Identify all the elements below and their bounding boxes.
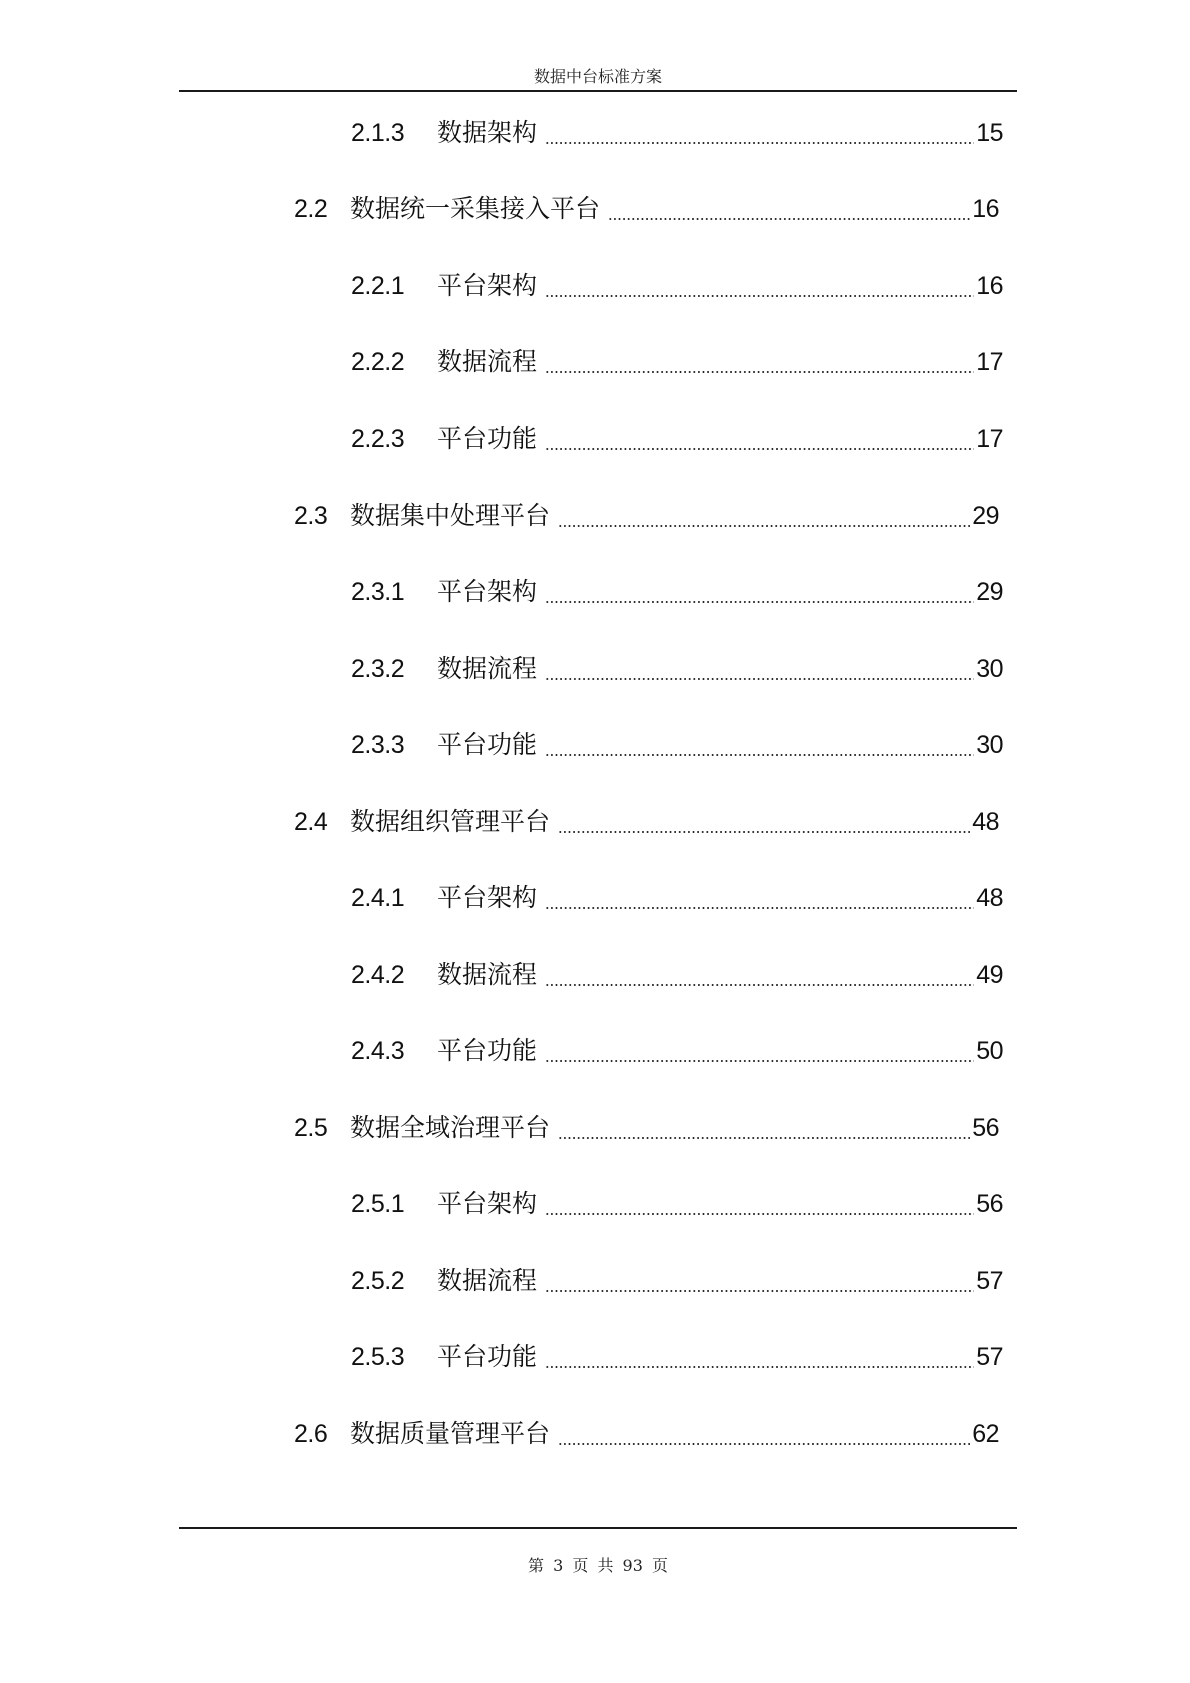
toc-entry-2-4-1[interactable]: [351, 878, 1003, 918]
toc-entry-title: 平台架构: [437, 577, 538, 606]
toc-entry-page: 17: [976, 425, 1003, 453]
toc-entry-number: 2.4.2: [351, 961, 405, 989]
toc-entry-page: 15: [976, 119, 1003, 147]
toc-leader-dots: [558, 802, 970, 842]
toc-entry-number: 2.3.3: [351, 731, 405, 759]
toc-leader-dots: [545, 1184, 974, 1224]
toc-entry-number: 2.5: [294, 1114, 328, 1142]
toc-entry-page: 56: [972, 1114, 999, 1142]
toc-entry-title: 平台功能: [437, 1036, 538, 1065]
toc-entry-2-1-3[interactable]: [351, 113, 1003, 153]
toc-leader-dots: [545, 1031, 974, 1071]
toc-entry-title: 数据架构: [437, 118, 538, 147]
toc-entry-2-2[interactable]: [294, 189, 999, 229]
toc-entry-2-4[interactable]: [294, 802, 999, 842]
toc-leader-dots: [608, 189, 970, 229]
toc-entry-title: 数据全域治理平台: [350, 1113, 551, 1142]
toc-entry-number: 2.5.2: [351, 1267, 405, 1295]
toc-entry-title: 平台架构: [437, 1189, 538, 1218]
toc-entry-number: 2.3.1: [351, 578, 405, 606]
toc-entry-2-3-3[interactable]: [351, 725, 1003, 765]
toc-entry-title: 数据质量管理平台: [350, 1419, 551, 1448]
toc-entry-2-5-1[interactable]: [351, 1184, 1003, 1224]
toc-entry-number: 2.5.1: [351, 1190, 405, 1218]
toc-entry-title: 数据流程: [437, 654, 538, 683]
toc-entry-page: 57: [976, 1343, 1003, 1371]
toc-entry-2-2-3[interactable]: [351, 419, 1003, 459]
toc-entry-page: 56: [976, 1190, 1003, 1218]
toc-entry-title: 数据流程: [437, 1266, 538, 1295]
toc-entry-title: 数据流程: [437, 960, 538, 989]
toc-entry-page: 29: [976, 578, 1003, 606]
toc-leader-dots: [558, 1108, 970, 1148]
toc-entry-2-3[interactable]: [294, 496, 999, 536]
toc-leader-dots: [545, 1261, 974, 1301]
page-footer: 第 3 页 共 93 页: [528, 1556, 668, 1575]
toc-entry-number: 2.5.3: [351, 1343, 405, 1371]
toc-entry-title: 平台架构: [437, 883, 538, 912]
toc-entry-page: 16: [976, 272, 1003, 300]
toc-leader-dots: [558, 496, 970, 536]
toc-entry-page: 17: [976, 348, 1003, 376]
toc-entry-page: 29: [972, 502, 999, 530]
toc-entry-number: 2.4.1: [351, 884, 405, 912]
toc-entry-2-5-2[interactable]: [351, 1261, 1003, 1301]
toc-entry-page: 30: [976, 731, 1003, 759]
toc-entry-2-2-1[interactable]: [351, 266, 1003, 306]
footer-rule: [179, 1527, 1017, 1529]
toc-leader-dots: [545, 113, 974, 153]
toc-entry-page: 57: [976, 1267, 1003, 1295]
toc-entry-2-4-3[interactable]: [351, 1031, 1003, 1071]
toc-entry-page: 48: [972, 808, 999, 836]
toc-leader-dots: [545, 572, 974, 612]
toc-entry-page: 16: [972, 195, 999, 223]
toc-entry-2-5[interactable]: [294, 1108, 999, 1148]
toc-entry-title: 平台架构: [437, 271, 538, 300]
toc-entry-title: 数据集中处理平台: [350, 501, 551, 530]
toc-entry-2-3-2[interactable]: [351, 649, 1003, 689]
toc-entry-title: 数据组织管理平台: [350, 807, 551, 836]
toc-leader-dots: [545, 266, 974, 306]
toc-entry-page: 48: [976, 884, 1003, 912]
toc-leader-dots: [545, 649, 974, 689]
toc-entry-page: 30: [976, 655, 1003, 683]
toc-entry-2-2-2[interactable]: [351, 342, 1003, 382]
toc-entry-2-3-1[interactable]: [351, 572, 1003, 612]
toc-leader-dots: [545, 878, 974, 918]
toc-entry-page: 62: [972, 1420, 999, 1448]
toc-entry-title: 平台功能: [437, 424, 538, 453]
toc-leader-dots: [545, 342, 974, 382]
page-header: 数据中台标准方案: [533, 67, 662, 86]
toc-leader-dots: [545, 955, 974, 995]
toc-entry-page: 50: [976, 1037, 1003, 1065]
toc-entry-number: 2.6: [294, 1420, 328, 1448]
toc-entry-number: 2.2.2: [351, 348, 405, 376]
toc-entry-number: 2.2.3: [351, 425, 405, 453]
toc-entry-number: 2.2: [294, 195, 328, 223]
toc-leader-dots: [558, 1414, 970, 1454]
toc-leader-dots: [545, 1337, 974, 1377]
toc-entry-2-6[interactable]: [294, 1414, 999, 1454]
toc-entry-title: 平台功能: [437, 730, 538, 759]
toc-entry-number: 2.3: [294, 502, 328, 530]
toc-entry-title: 数据统一采集接入平台: [350, 194, 601, 223]
toc-entry-title: 平台功能: [437, 1342, 538, 1371]
toc-leader-dots: [545, 725, 974, 765]
toc-entry-number: 2.2.1: [351, 272, 405, 300]
toc-entry-number: 2.3.2: [351, 655, 405, 683]
toc-entry-2-4-2[interactable]: [351, 955, 1003, 995]
toc-entry-number: 2.1.3: [351, 119, 405, 147]
toc-entry-title: 数据流程: [437, 347, 538, 376]
toc-leader-dots: [545, 419, 974, 459]
toc-entry-number: 2.4.3: [351, 1037, 405, 1065]
toc-entry-page: 49: [976, 961, 1003, 989]
toc-entry-2-5-3[interactable]: [351, 1337, 1003, 1377]
toc-entry-number: 2.4: [294, 808, 328, 836]
